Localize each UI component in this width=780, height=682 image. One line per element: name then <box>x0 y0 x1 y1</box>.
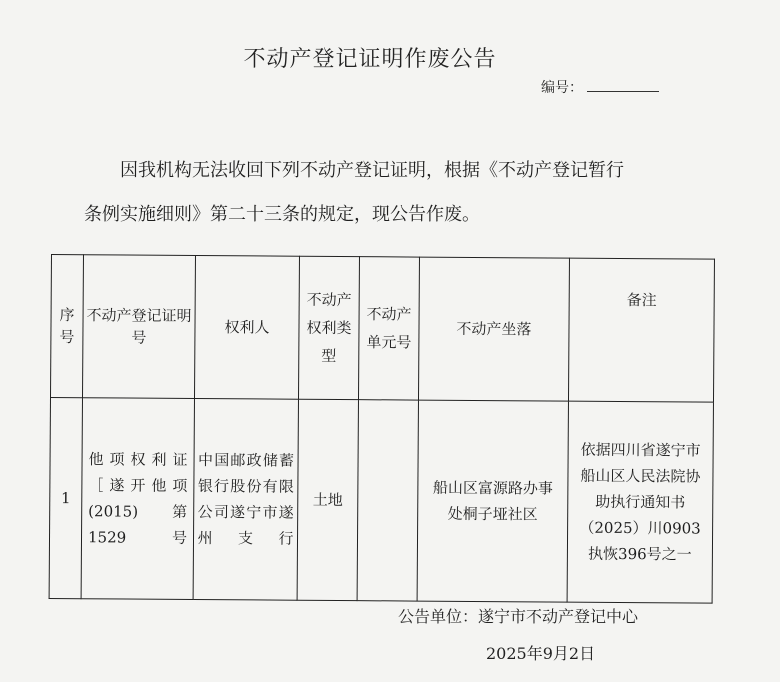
certificate-table <box>49 254 715 604</box>
cell-cert-no: 他项权利证［遂开他项(2015) 第1529号 <box>81 398 194 600</box>
notice-title: 不动产登记证明作废公告 <box>243 47 497 72</box>
serial-label: 编号： <box>541 80 583 96</box>
notice-paragraph-line2: 条例实施细则》第二十三条的规定，现公告作废。 <box>84 204 480 225</box>
header-remark: 备注 <box>568 258 714 402</box>
table-header-row <box>50 255 714 403</box>
table-row <box>49 398 713 604</box>
header-holder: 权利人 <box>194 256 299 400</box>
header-seq: 序号 <box>50 255 83 398</box>
serial-number-field <box>541 77 659 97</box>
header-unit-no: 不动产单元号 <box>358 257 419 400</box>
cell-right-type: 土地 <box>297 399 358 600</box>
header-location: 不动产坐落 <box>418 257 569 401</box>
notice-paragraph-line1: 因我机构无法收回下列不动产登记证明，根据《不动产登记暂行 <box>120 160 624 181</box>
cell-seq: 1 <box>49 398 82 599</box>
cell-location: 船山区富源路办事处桐子垭社区 <box>417 400 568 602</box>
header-cert-no: 不动产登记证明号 <box>82 255 195 399</box>
cell-holder: 中国邮政储蓄银行股份有限公司遂宁市遂州支行 <box>193 399 298 601</box>
issuing-unit: 公告单位：遂宁市不动产登记中心 <box>398 607 639 626</box>
issue-date: 2025年9月2日 <box>486 644 596 663</box>
serial-blank-line <box>587 79 659 92</box>
cell-unit-no <box>357 400 418 601</box>
header-right-type: 不动产权利类型 <box>298 256 359 399</box>
cell-remark: 依据四川省遂宁市船山区人民法院协助执行通知书（2025）川0903执恢396号之一 <box>567 401 713 603</box>
